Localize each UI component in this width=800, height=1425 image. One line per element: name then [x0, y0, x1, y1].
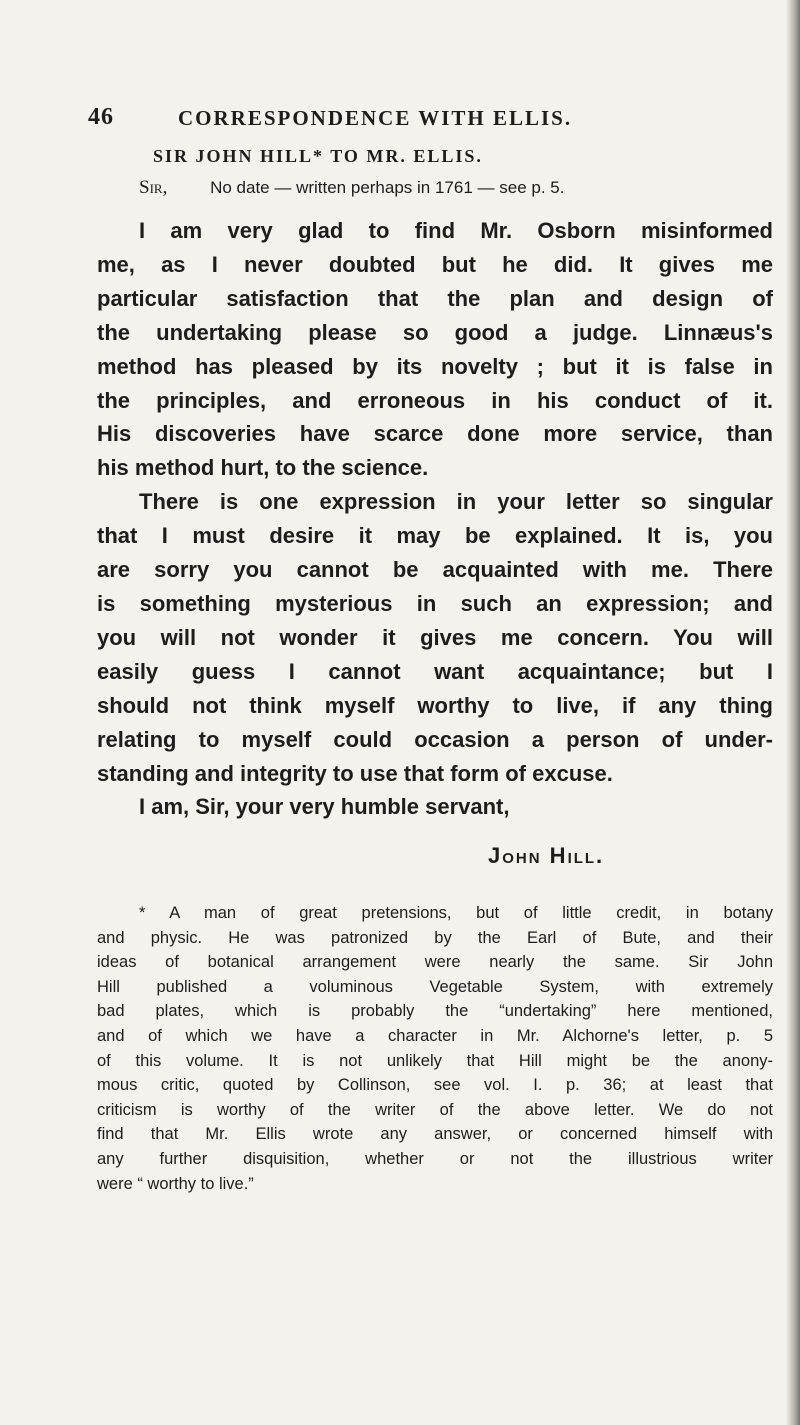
page-header — [0, 104, 800, 134]
letter-line: method has pleased by its novelty ; but it is false in — [97, 353, 773, 379]
footnote-line: any further disquisition, whether or not the illustrious writer — [97, 1149, 773, 1168]
letter-line: There is one expression in your letter so singular — [139, 489, 773, 515]
letter-line: I am very glad to find Mr. Osborn misinformed — [139, 218, 773, 243]
footnote-line: and of which we have a character in Mr. Alchorne's letter, p. 5 — [97, 1026, 773, 1045]
letter-line: standing and integrity to use that form of excuse. — [97, 760, 613, 786]
letter-line: me, as I never doubted but he did. It gives me — [97, 251, 773, 277]
page-edge-shadow — [786, 0, 800, 1425]
letter-line: his method hurt, to the science. — [97, 455, 429, 481]
letter-line: is something mysterious in such an expression; and — [97, 590, 773, 616]
footnote-line: and physic. He was patronized by the Earl of Bute, and their — [97, 928, 773, 947]
footnote-line: were “ worthy to live.” — [97, 1174, 254, 1193]
page-number: 46 — [88, 104, 114, 130]
letter-line: His discoveries have scarce done more service, than — [97, 421, 773, 447]
date-note: No date — written perhaps in 1761 — see p. 5. — [210, 178, 565, 197]
footnote-line: criticism is worthy of the writer of the above letter. We do not — [97, 1100, 773, 1119]
letter-line: easily guess I cannot want acquaintance; but I — [97, 658, 773, 684]
salutation: Sir, — [139, 177, 168, 198]
letter-line: relating to myself could occasion a person of under- — [97, 726, 773, 752]
footnote-line: Hill published a voluminous Vegetable System, with extremely — [97, 977, 773, 996]
footnote-line: bad plates, which is probably the “undertaking” here mentioned, — [97, 1002, 773, 1021]
letter-line: that I must desire it may be explained. It is, you — [97, 523, 773, 549]
letter-line: particular satisfaction that the plan and design of — [97, 285, 773, 311]
footnote-line: ideas of botanical arrangement were nearly the same. Sir John — [97, 953, 773, 972]
signature: John Hill. — [488, 843, 605, 868]
footnote — [97, 901, 773, 1196]
footnote-line: of this volume. It is not unlikely that Hill might be the anony- — [97, 1051, 773, 1070]
footnote-line: find that Mr. Ellis wrote any answer, or concerned himself with — [97, 1125, 773, 1144]
letter-closing: I am, Sir, your very humble servant, — [139, 794, 510, 820]
running-head: CORRESPONDENCE WITH ELLIS. — [178, 106, 573, 130]
letter-line: should not think myself worthy to live, if any thing — [97, 692, 773, 718]
letter-line: the principles, and erroneous in his conduct of it. — [97, 387, 773, 413]
footnote-line: * A man of great pretensions, but of little credit, in botany — [139, 904, 773, 922]
letter-body — [97, 214, 773, 824]
salutation-line — [139, 177, 779, 199]
letter-line: are sorry you cannot be acquainted with me. There — [97, 557, 773, 583]
letter-line: you will not wonder it gives me concern. You will — [97, 624, 773, 650]
letter-line: the undertaking please so good a judge. Linnæus's — [97, 319, 773, 345]
letter-heading: SIR JOHN HILL* TO MR. ELLIS. — [153, 146, 483, 166]
footnote-line: mous critic, quoted by Collinson, see vol. I. p. 36; at least that — [97, 1076, 773, 1095]
